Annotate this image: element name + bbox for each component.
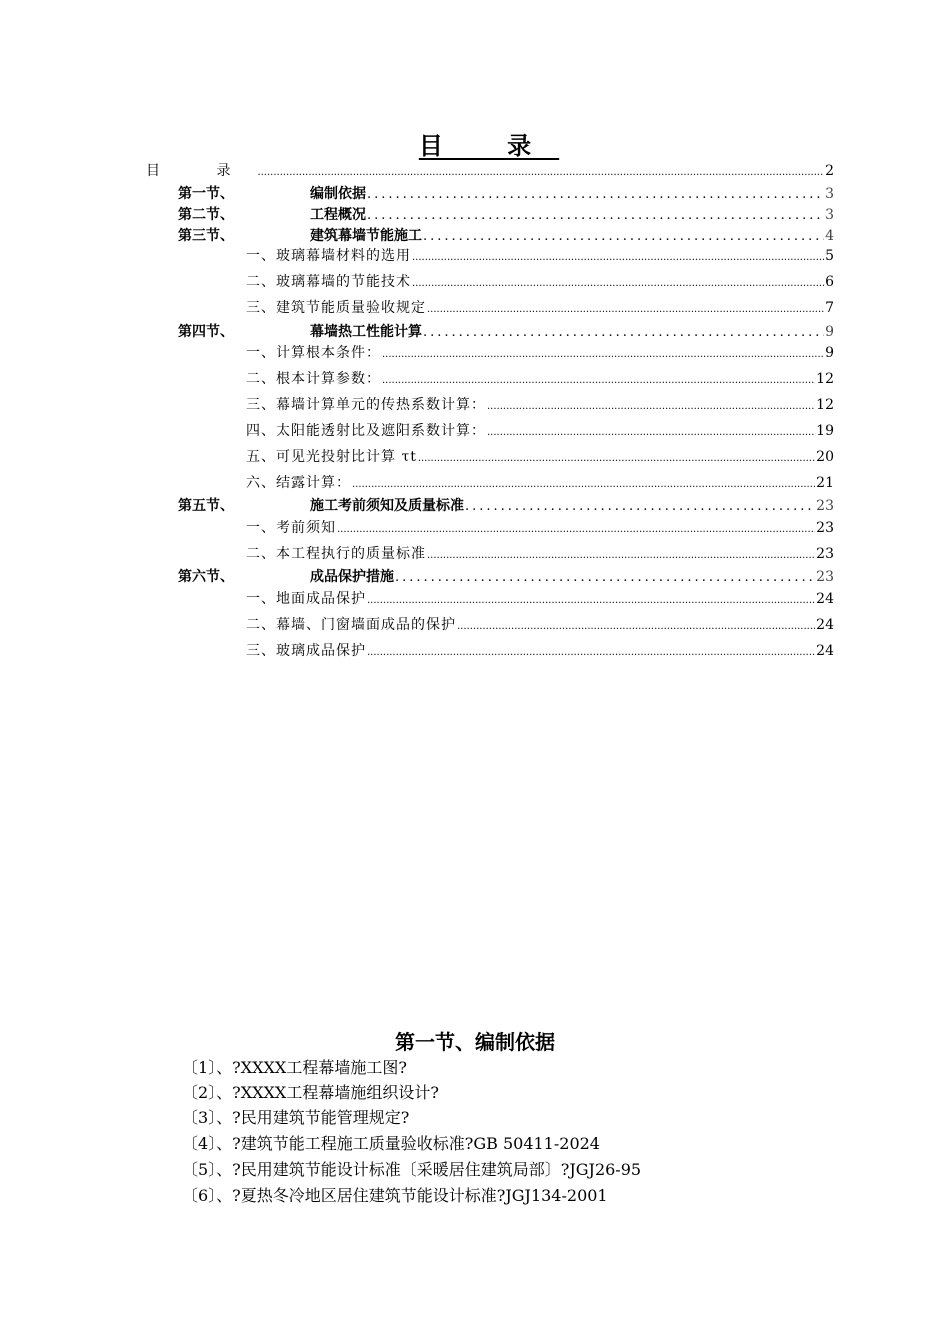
toc-leader [367,208,824,223]
toc-entry-page: 23 [816,546,834,562]
toc-entry-page: 9 [825,345,834,361]
toc-section-number: 第五节、 [178,498,234,514]
toc-leader [412,278,824,289]
toc-leader [423,229,824,244]
toc-entry-label: 四、太阳能透射比及遮阳系数计算： [246,423,486,439]
toc-entry-label [178,566,394,586]
toc-entry-page: 21 [816,475,834,491]
toc-leader [427,550,815,561]
toc-entry-label: 二、幕墙、门窗墙面成品的保护 [246,617,456,633]
reference-item: 〔2〕、?XXXX工程幕墙施组织设计? [182,1083,439,1102]
toc-entry-label: 二、根本计算参数： [246,371,381,387]
toc-section-entry[interactable] [178,183,834,203]
toc-leader [367,187,824,202]
toc-leader [257,167,824,178]
toc-section-label: 建筑幕墙节能施工 [310,228,422,244]
toc-section-label: 成品保护措施 [310,569,394,585]
toc-entry-page: 19 [816,423,834,439]
toc-subsection-entry[interactable] [246,245,834,265]
toc-leader [367,595,815,606]
toc-leader [337,524,815,535]
reference-item: 〔5〕、?民用建筑节能设计标准〔采暖居住建筑局部〕?JGJ26-95 [182,1160,642,1179]
toc-entry-page: 3 [825,207,834,223]
toc-entry-page: 23 [816,520,834,536]
reference-item: 〔6〕、?夏热冬冷地区居住建筑节能设计标准?JGJ134-2001 [182,1186,608,1205]
toc-entry-page: 5 [825,248,834,264]
toc-entry-label: 三、玻璃成品保护 [246,643,366,659]
toc-section-entry[interactable] [178,321,834,341]
toc-entry-page: 9 [825,324,834,340]
toc-section-entry[interactable] [178,495,834,515]
toc-entry-label: 六、结露计算： [246,475,351,491]
toc-entry-label: 二、本工程执行的质量标准 [246,546,426,562]
toc-leader [412,252,824,263]
reference-item: 〔4〕、?建筑节能工程施工质量验收标准?GB 50411-2024 [182,1134,600,1153]
toc-entry-page: 24 [816,617,834,633]
toc-subsection-entry[interactable] [246,342,834,362]
toc-leader [487,427,815,438]
toc-entry-label [178,183,366,203]
toc-section-label: 施工考前须知及质量标准 [310,498,464,514]
toc-subsection-entry[interactable] [246,588,834,608]
toc-section-number: 第二节、 [178,207,234,223]
section-title: 第一节、编制依据 [395,1030,555,1054]
toc-entry-label: 目 录 [146,163,257,179]
toc-subsection-entry[interactable] [246,271,834,291]
toc-entry-page: 6 [825,274,834,290]
toc-entry-label: 一、考前须知 [246,520,336,536]
toc-section-entry[interactable] [178,204,834,224]
toc-top-entry[interactable] [146,160,834,180]
toc-title: 目 录 [418,131,560,160]
toc-entry-label: 五、可见光投射比计算 τt [246,449,417,465]
toc-subsection-entry[interactable] [246,368,834,388]
toc-entry-label [178,225,422,245]
toc-entry-page: 20 [816,449,834,465]
toc-subsection-entry[interactable] [246,297,834,317]
toc-subsection-entry[interactable] [246,394,834,414]
toc-leader [465,499,815,514]
toc-entry-label: 一、玻璃幕墙材料的选用 [246,248,411,264]
toc-leader [395,570,815,585]
toc-entry-page: 4 [825,228,834,244]
toc-leader [418,453,815,464]
toc-subsection-entry[interactable] [246,543,834,563]
toc-entry-label [178,321,422,341]
toc-entry-page: 23 [816,569,834,585]
reference-item: 〔3〕、?民用建筑节能管理规定? [182,1108,410,1127]
toc-subsection-entry[interactable] [246,640,834,660]
toc-entry-page: 24 [816,591,834,607]
toc-entry-page: 23 [816,498,834,514]
toc-section-number: 第三节、 [178,228,234,244]
toc-leader [382,349,824,360]
toc-section-entry[interactable] [178,225,834,245]
toc-section-label: 幕墙热工性能计算 [310,324,422,340]
toc-entry-label [178,204,366,224]
toc-entry-page: 3 [825,186,834,202]
toc-leader [423,325,824,340]
toc-leader [382,375,815,386]
toc-entry-page: 7 [825,300,834,316]
toc-subsection-entry[interactable] [246,420,834,440]
toc-leader [427,304,824,315]
toc-subsection-entry[interactable] [246,446,834,466]
toc-leader [487,401,815,412]
toc-section-number: 第四节、 [178,324,234,340]
toc-entry-label [178,495,464,515]
toc-entry-page: 12 [816,397,834,413]
toc-entry-page: 24 [816,643,834,659]
toc-entry-label: 二、玻璃幕墙的节能技术 [246,274,411,290]
toc-section-label: 工程概况 [310,207,366,223]
toc-leader [457,621,815,632]
toc-leader [367,647,815,658]
toc-leader [352,479,815,490]
toc-subsection-entry[interactable] [246,517,834,537]
toc-entry-label: 三、幕墙计算单元的传热系数计算： [246,397,486,413]
toc-subsection-entry[interactable] [246,472,834,492]
toc-section-number: 第一节、 [178,186,234,202]
toc-entry-label: 一、计算根本条件： [246,345,381,361]
toc-entry-label: 一、地面成品保护 [246,591,366,607]
toc-section-entry[interactable] [178,566,834,586]
toc-subsection-entry[interactable] [246,614,834,634]
toc-section-number: 第六节、 [178,569,234,585]
toc-entry-page: 12 [816,371,834,387]
reference-item: 〔1〕、?XXXX工程幕墙施工图? [182,1058,407,1077]
toc-entry-page: 2 [825,163,834,179]
toc-section-label: 编制依据 [310,186,366,202]
toc-entry-label: 三、建筑节能质量验收规定 [246,300,426,316]
